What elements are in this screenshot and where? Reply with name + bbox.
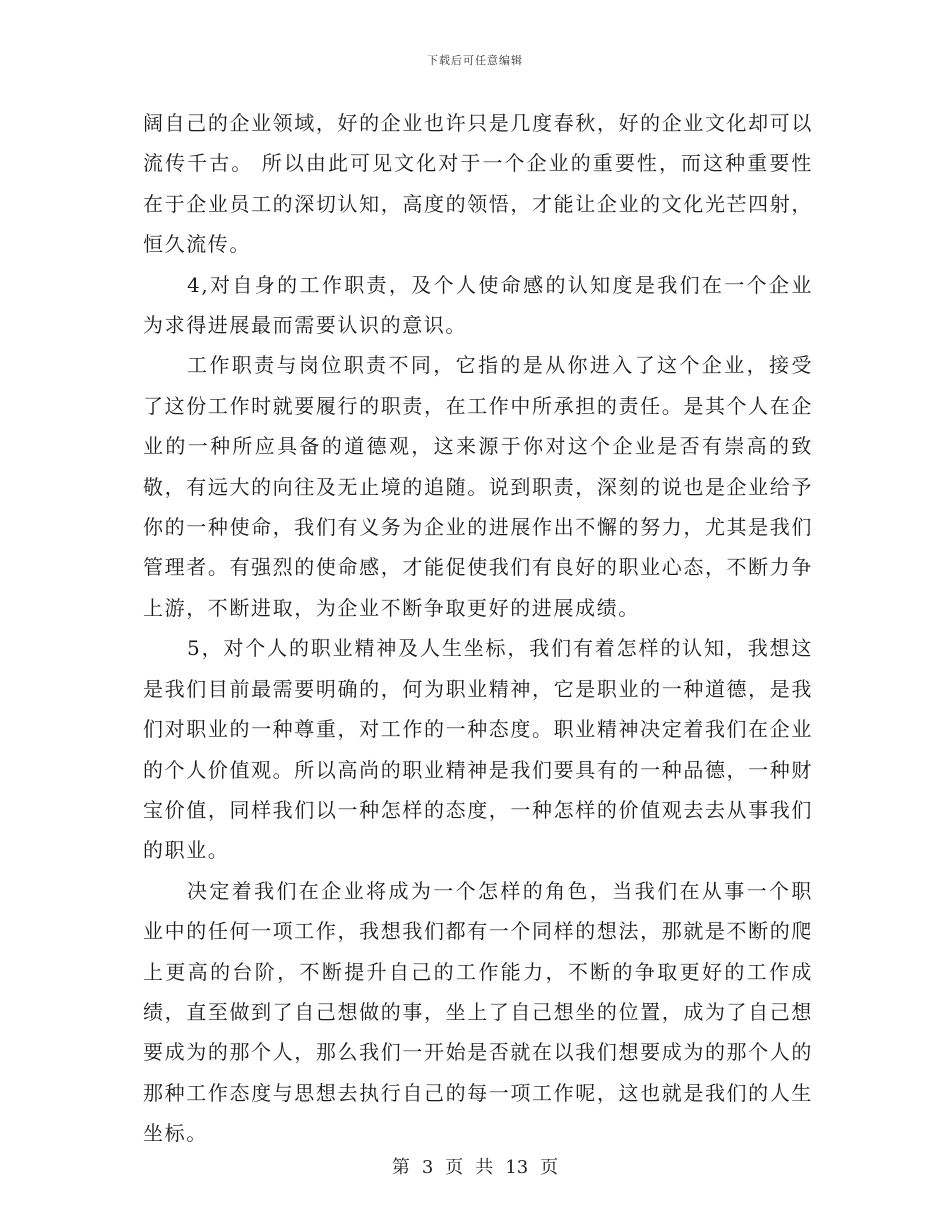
- current-page-number: 3: [421, 1157, 434, 1178]
- total-pages-number: 13: [505, 1157, 529, 1178]
- paragraph-1: 阔自己的企业领域，好的企业也许只是几度春秋，好的企业文化却可以流传千古。 所以由此可见文化对于一个企业的重要性，而这种重要性在于企业员工的深切认知，高度的领悟，才能让企业的文化光芒四射，恒久流传。: [143, 111, 813, 257]
- paragraph-3: 工作职责与岗位职责不同，它指的是从你进入了这个企业，接受了这份工作时就要履行的职责，在工作中所承担的责任。是其个人在企业的一种所应具备的道德观，这来源于你对这个企业是否有崇高的致敬，有远大的向往及无止境的追随。说到职责，深刻的说也是企业给予你的一种使命，我们有义务为企业的进展作出不懈的努力，尤其是我们管理者。有强烈的使命感，才能促使我们有良好的职业心态，不断力争上游，不断进取，为企业不断争取更好的进展成绩。: [143, 353, 813, 620]
- footer-prefix: 第: [391, 1157, 410, 1178]
- paragraph-5: 决定着我们在企业将成为一个怎样的角色，当我们在从事一个职业中的任何一项工作，我想我们都有一个同样的想法，那就是不断的爬上更高的台阶，不断提升自己的工作能力，不断的争取更好的工作成绩，直至做到了自己想做的事，坐上了自己想坐的位置，成为了自己想要成为的那个人，那么我们一开始是否就在以我们想要成为的那个人的那种工作态度与思想去执行自己的每一项工作呢，这也就是我们的人生坐标。: [143, 878, 813, 1146]
- footer-total-word: 共: [475, 1157, 494, 1178]
- page-footer: [0, 1153, 950, 1179]
- document-body: [143, 103, 813, 1154]
- paragraph-2: 4,对自身的工作职责，及个人使命感的认知度是我们在一个企业为求得进展最而需要认识的意识。: [143, 272, 813, 338]
- paragraph-4: 5，对个人的职业精神及人生坐标，我们有着怎样的认知，我想这是我们目前最需要明确的，何为职业精神，它是职业的一种道德，是我们对职业的一种尊重，对工作的一种态度。职业精神决定着我们在企业的个人价值观。所以高尚的职业精神是我们要具有的一种品德，一种财宝价值，同样我们以一种怎样的态度，一种怎样的价值观去去从事我们的职业。: [143, 636, 813, 863]
- footer-page-word: 页: [445, 1157, 464, 1178]
- footer-suffix: 页: [540, 1157, 559, 1178]
- page-header: 下载后可任意编辑: [427, 54, 523, 67]
